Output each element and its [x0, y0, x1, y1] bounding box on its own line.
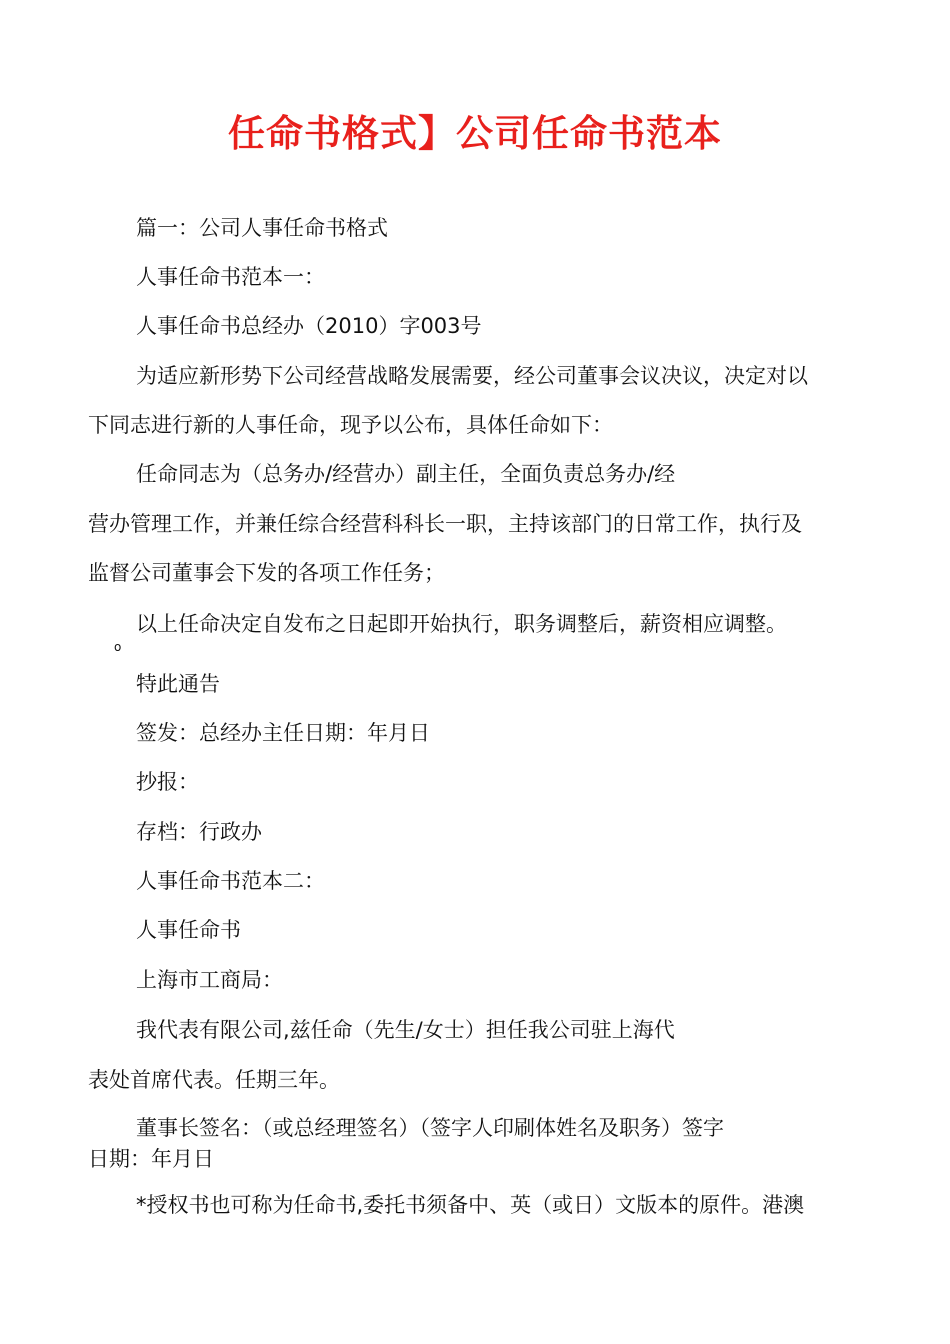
note-line: *授权书也可称为任命书,委托书须备中、英（或日）文版本的原件。港澳: [136, 1193, 805, 1217]
stray-mark: o: [114, 640, 122, 654]
document-title: 任命书格式】公司任命书范本: [228, 112, 722, 155]
addressee-line: 上海市工商局：: [136, 968, 283, 992]
signature-line: 签发：总经办主任日期：年月日: [136, 721, 430, 745]
paragraph-line: 任命同志为（总务办/经营办）副主任，全面负责总务办/经: [136, 462, 676, 486]
notice-line: 特此通告: [136, 672, 220, 696]
paragraph-line: 表处首席代表。任期三年。: [88, 1068, 340, 1092]
sample-one-heading: 人事任命书范本一：: [136, 265, 325, 289]
paragraph-line: 以上任命决定自发布之日起即开始执行，职务调整后，薪资相应调整。: [136, 612, 787, 636]
paragraph-line: 监督公司董事会下发的各项工作任务；: [88, 561, 445, 585]
date-line: 日期：年月日: [88, 1147, 214, 1171]
copy-to-line: 抄报：: [136, 770, 199, 794]
sample-two-heading: 人事任命书范本二：: [136, 869, 325, 893]
archive-line: 存档：行政办: [136, 820, 262, 844]
section-heading: 篇一：公司人事任命书格式: [136, 216, 388, 240]
document-number: 人事任命书总经办（2010）字003号: [136, 314, 482, 338]
paragraph-line: 下同志进行新的人事任命，现予以公布，具体任命如下：: [88, 413, 613, 437]
letter-title: 人事任命书: [136, 918, 241, 942]
paragraph-line: 为适应新形势下公司经营战略发展需要，经公司董事会议决议，决定对以: [136, 364, 808, 388]
paragraph-line: 营办管理工作，并兼任综合经营科科长一职，主持该部门的日常工作，执行及: [88, 512, 802, 536]
paragraph-line: 我代表有限公司,兹任命（先生/女士）担任我公司驻上海代: [136, 1018, 675, 1042]
chairman-signature-line: 董事长签名：（或总经理签名）（签字人印刷体姓名及职务）签字: [136, 1116, 724, 1140]
